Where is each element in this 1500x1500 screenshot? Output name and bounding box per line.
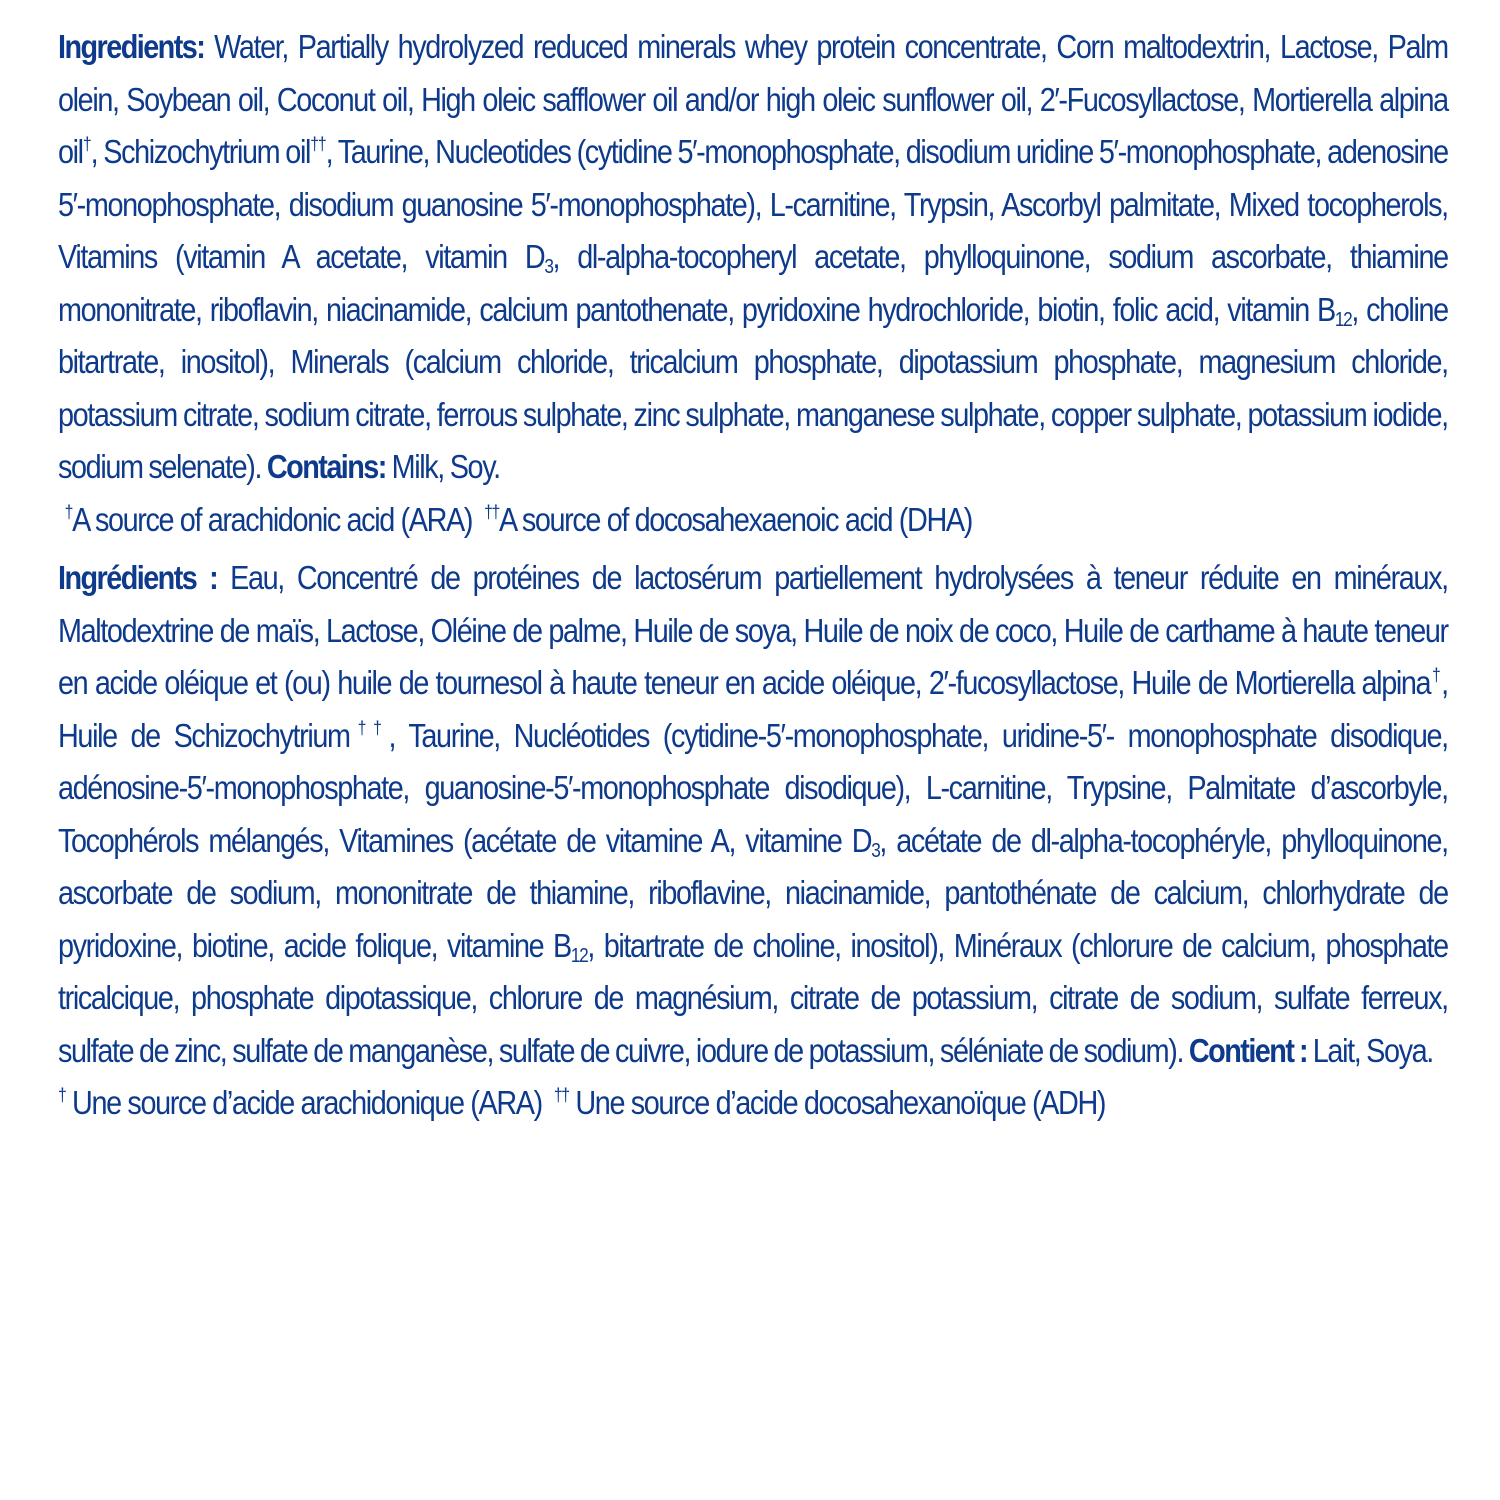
french-footnote-mark-2: †† <box>553 1084 569 1106</box>
french-ara-marker: † <box>1430 664 1442 686</box>
english-footnote-text-1: A source of arachidonic acid (ARA) <box>72 501 473 539</box>
french-ingredients-text-3: , Taurine, Nucléotides (cytidine-5′-monophosphate, uridine-5′- monophosphate disodique, adénosine-5′-monophosphate, guanosine-5′-monophosphate disodique), L-carnitine, Trypsine, Palmitate d’ascorbyle, Tocophérols mélangés, Vitamines (acétate de vitamine A, vitamine D <box>58 717 1448 860</box>
french-dha-marker: †† <box>349 716 389 738</box>
english-ingredients-text-5: , choline bitartrate, inositol), Minerals (calcium chloride, tricalcium phosphate, dipotassium phosphate, magnesium chloride, potassium citrate, sodium citrate, ferrous sulphate, zinc sulphate, manganese sulphate, copper sulphate, potassium iodide, sodium selenate). <box>58 291 1448 486</box>
french-contains-label: Contient : <box>1188 1032 1308 1070</box>
french-ingredients <box>58 553 1448 1078</box>
english-ingredients-text-4: , dl-alpha-tocopheryl acetate, phylloquinone, sodium ascorbate, thiamine mononitrate, riboflavin, niacinamide, calcium pantothenate, pyridoxine hydrochloride, biotin, folic acid, vitamin B <box>58 239 1448 329</box>
french-ingredients-heading: Ingrédients : <box>58 560 218 597</box>
english-ingredients-text-1: Water, Partially hydrolyzed reduced minerals whey protein concentrate, Corn maltodextrin, Lactose, Palm olein, Soybean oil, Coconut oil, High oleic safflower oil and/or high oleic sunflower oil, 2′-Fucosyllactose, Mortierella alpina oil <box>58 29 1448 171</box>
english-b12-subscript: 12 <box>1334 308 1352 331</box>
english-footnote-text-2: A source of docosahexaenoic acid (DHA) <box>498 501 972 539</box>
english-ingredients-text-2: , Schizochytrium oil <box>90 134 311 171</box>
english-ingredients <box>58 22 1448 495</box>
french-ingredients-text-5: , bitartrate de choline, inositol), Minéraux (chlorure de calcium, phosphate tricalcique, phosphate dipotassique, chlorure de magnésium, citrate de potassium, citrate de sodium, sulfate ferreux, sulfate de zinc, sulfate de manganèse, sulfate de cuivre, iodure de potassium, séléniate de sodium). <box>58 927 1448 1070</box>
english-ara-marker: † <box>82 133 91 155</box>
french-ingredients-text-2: , Huile de Schizochytrium <box>58 665 1448 755</box>
french-footnote-text-2: Une source d’acide docosahexanoïque (ADH) <box>568 1085 1106 1122</box>
english-footnote-mark-1: † <box>64 500 73 522</box>
french-b12-subscript: 12 <box>570 944 588 967</box>
english-d3-subscript: 3 <box>544 256 553 279</box>
french-contains-text: Lait, Soya. <box>1307 1032 1433 1070</box>
french-ingredients-text-1: Eau, Concentré de protéines de lactosérum partiellement hydrolysées à teneur réduite en minéraux, Maltodextrine de maïs, Lactose, Oléine de palme, Huile de soya, Huile de noix de coco, Huile de carthame à haute teneur en acide oléique et (ou) huile de tournesol à haute teneur en acide oléique, 2′-fucosyllactose, Huile de Mortierella alpina <box>58 560 1448 702</box>
french-footnotes <box>58 1078 1448 1131</box>
french-footnote-text-1: Une source d’acide arachidonique (ARA) <box>65 1085 542 1122</box>
french-d3-subscript: 3 <box>871 839 880 862</box>
english-dha-marker: †† <box>310 133 326 155</box>
english-contains-text: Milk, Soy. <box>385 449 500 486</box>
french-footnote-mark-1: † <box>58 1084 66 1106</box>
english-contains-label: Contains: <box>266 449 386 486</box>
english-footnotes <box>58 495 1448 548</box>
english-footnote-mark-2: †† <box>484 500 499 522</box>
english-ingredients-text-3: , Taurine, Nucleotides (cytidine 5′-monophosphate, disodium uridine 5′-monophosphate, adenosine 5′-monophosphate, disodium guanosine 5′-monophosphate), L-carnitine, Trypsin, Ascorbyl palmitate, Mixed tocopherols, Vitamins (vitamin A acetate, vitamin D <box>58 134 1448 276</box>
ingredient-label-panel <box>58 22 1448 1131</box>
english-ingredients-heading: Ingredients: <box>58 29 205 66</box>
french-ingredients-text-4: , acétate de dl-alpha-tocophéryle, phylloquinone, ascorbate de sodium, mononitrate de thiamine, riboflavine, niacinamide, pantothénate de calcium, chlorhydrate de pyridoxine, biotine, acide folique, vitamine B <box>58 822 1448 965</box>
